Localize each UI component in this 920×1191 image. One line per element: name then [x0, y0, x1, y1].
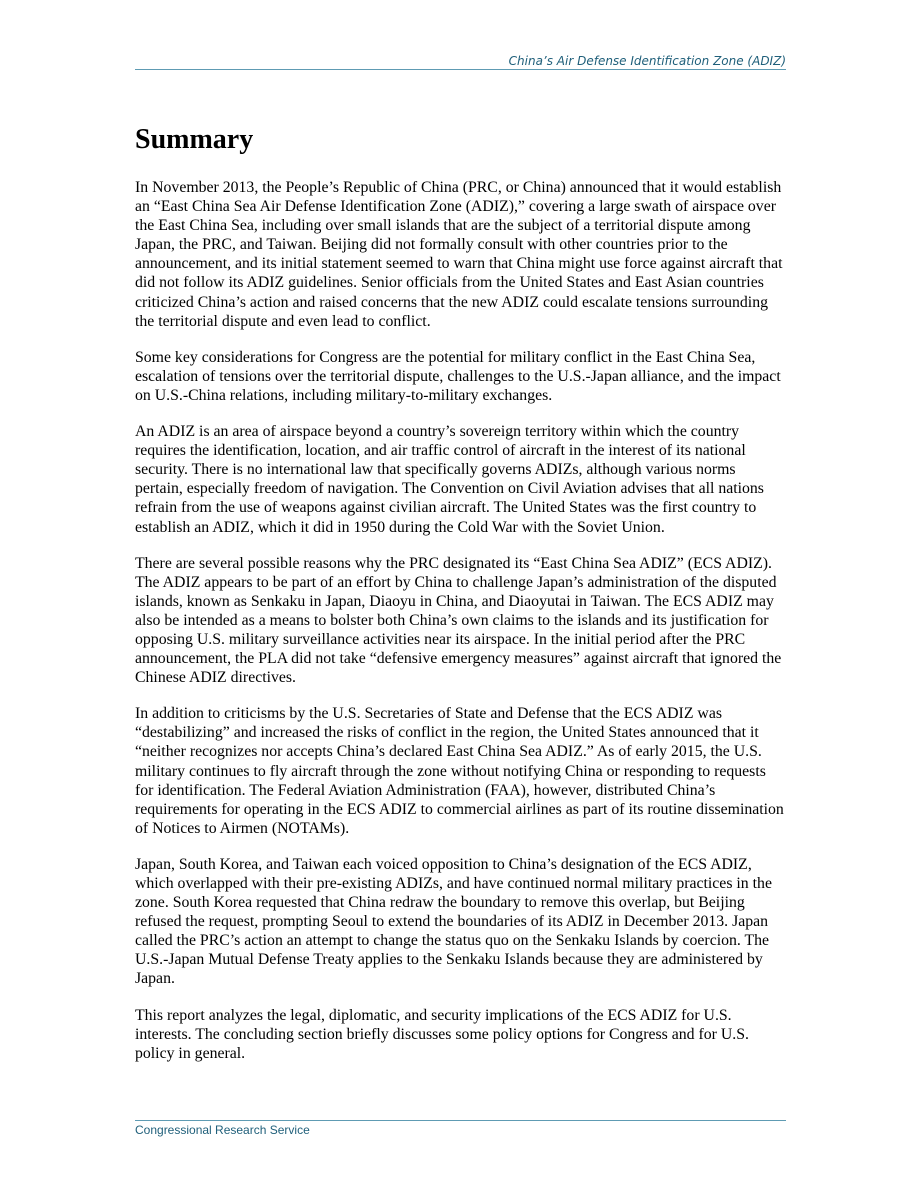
paragraph: An ADIZ is an area of airspace beyond a country’s sovereign territory within which the country requires the identification, location, and air traffic control of aircraft in the interest of its national security. There is no international law that specifically governs ADIZs, although various norms pertain, especially freedom of navigation. The Convention on Civil Aviation advises that all nations refrain from the use of weapons against civilian aircraft. The United States was the first country to establish an ADIZ, which it did in 1950 during the Cold War with the Soviet Union.	[135, 423, 764, 536]
summary-body	[135, 178, 786, 1080]
footer-divider	[135, 1120, 786, 1121]
paragraph: There are several possible reasons why the PRC designated its “East China Sea ADIZ” (ECS ADIZ). The ADIZ appears to be part of an effort by China to challenge Japan’s administration of the disputed islands, known as Senkaku in Japan, Diaoyu in China, and Diaoyutai in Taiwan. The ECS ADIZ may also be intended as a means to bolster both China’s own claims to the islands and its justification for opposing U.S. military surveillance activities near its airspace. In the initial period after the PRC announcement, the PLA did not take “defensive emergency measures” against aircraft that ignored the Chinese ADIZ directives.	[135, 554, 782, 687]
paragraph: This report analyzes the legal, diplomatic, and security implications of the ECS ADIZ for U.S. interests. The concluding section briefly discusses some policy options for Congress and for U.S. policy in general.	[135, 1006, 749, 1062]
paragraph: In addition to criticisms by the U.S. Secretaries of State and Defense that the ECS ADIZ was “destabilizing” and increased the risks of conflict in the region, the United States announced that it “neither recognizes nor accepts China’s declared East China Sea ADIZ.” As of early 2015, the U.S. military continues to fly aircraft through the zone without notifying China or responding to requests for identification. The Federal Aviation Administration (FAA), however, distributed China’s requirements for operating in the ECS ADIZ to commercial airlines as part of its routine dissemination of Notices to Airmen (NOTAMs).	[135, 705, 784, 837]
page-title: Summary	[135, 124, 254, 155]
running-header: China’s Air Defense Identification Zone (ADIZ)	[508, 54, 786, 68]
paragraph: In November 2013, the People’s Republic of China (PRC, or China) announced that it would establish an “East China Sea Air Defense Identification Zone (ADIZ),” covering a large swath of airspace over the East China Sea, including over small islands that are the subject of a territorial dispute among Japan, the PRC, and Taiwan. Beijing did not formally consult with other countries prior to the announcement, and its initial statement seemed to warn that China might use force against aircraft that did not follow its ADIZ guidelines. Senior officials from the United States and East Asian countries criticized China’s action and raised concerns that the new ADIZ could escalate tensions surrounding the territorial dispute and even lead to conflict.	[135, 179, 783, 330]
header-divider	[135, 69, 786, 70]
footer-organization: Congressional Research Service	[135, 1123, 310, 1137]
paragraph: Some key considerations for Congress are the potential for military conflict in the East China Sea, escalation of tensions over the territorial dispute, challenges to the U.S.-Japan alliance, and the impact on U.S.-China relations, including military-to-military exchanges.	[135, 348, 781, 404]
paragraph: Japan, South Korea, and Taiwan each voiced opposition to China’s designation of the ECS ADIZ, which overlapped with their pre-existing ADIZs, and have continued normal military practices in the zone. South Korea requested that China redraw the boundary to remove this overlap, but Beijing refused the request, prompting Seoul to extend the boundaries of its ADIZ in December 2013. Japan called the PRC’s action an attempt to change the status quo on the Senkaku Islands by coercion. The U.S.-Japan Mutual Defense Treaty applies to the Senkaku Islands because they are administered by Japan.	[135, 855, 772, 988]
